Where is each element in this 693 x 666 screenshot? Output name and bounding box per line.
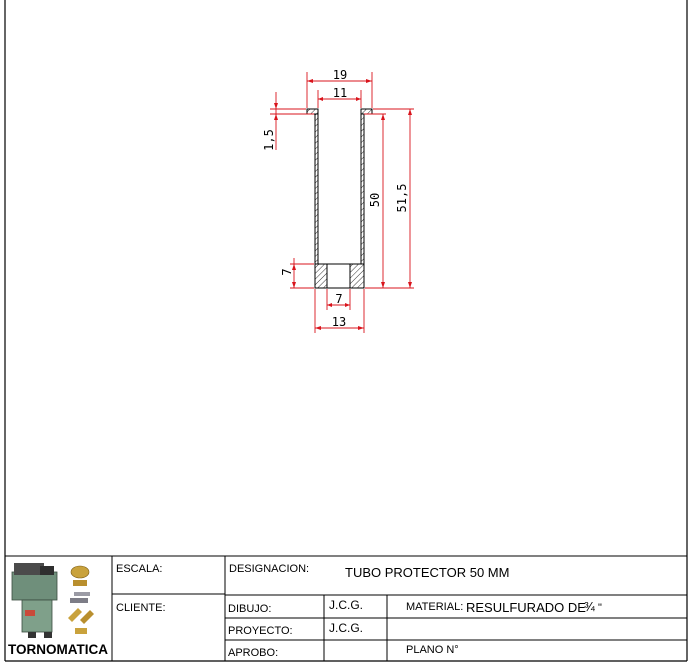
dimension-arrows (274, 79, 412, 330)
dim-top-inner: 11 (332, 86, 348, 100)
escala-label: ESCALA: (116, 563, 163, 575)
dibujo-label: DIBUJO: (228, 603, 272, 615)
dim-top-outer: 19 (332, 68, 348, 82)
logo-image (8, 560, 110, 640)
designacion-label: DESIGNACION: (229, 563, 310, 575)
part-profile (307, 109, 372, 288)
material-value: RESULFURADO DE (466, 600, 586, 615)
dim-flange-thickness: 1,5 (262, 129, 276, 151)
dim-tube-length: 50 (368, 192, 382, 208)
dibujo-value: J.C.G. (329, 598, 364, 612)
dim-total-length: 51,5 (395, 183, 409, 213)
dim-bottom-height: 7 (280, 268, 294, 276)
flange-left (307, 109, 318, 114)
aprobo-label: APROBO: (228, 647, 279, 659)
bottom-left (315, 264, 327, 288)
proyecto-label: PROYECTO: (228, 625, 293, 637)
material-fraction: ¾ (584, 599, 595, 614)
proyecto-value: J.C.G. (329, 621, 364, 635)
bottom-right (350, 264, 364, 288)
plano-label: PLANO N° (406, 644, 459, 656)
company-logo-text: TORNOMATICA (8, 642, 108, 657)
dim-bottom-bore: 7 (335, 292, 343, 306)
cliente-label: CLIENTE: (116, 602, 166, 614)
dim-bottom-outer: 13 (331, 315, 347, 329)
material-inch: " (598, 602, 602, 614)
designacion-value: TUBO PROTECTOR 50 MM (345, 565, 510, 580)
flange-right (361, 109, 372, 114)
material-label: MATERIAL: (406, 601, 464, 613)
